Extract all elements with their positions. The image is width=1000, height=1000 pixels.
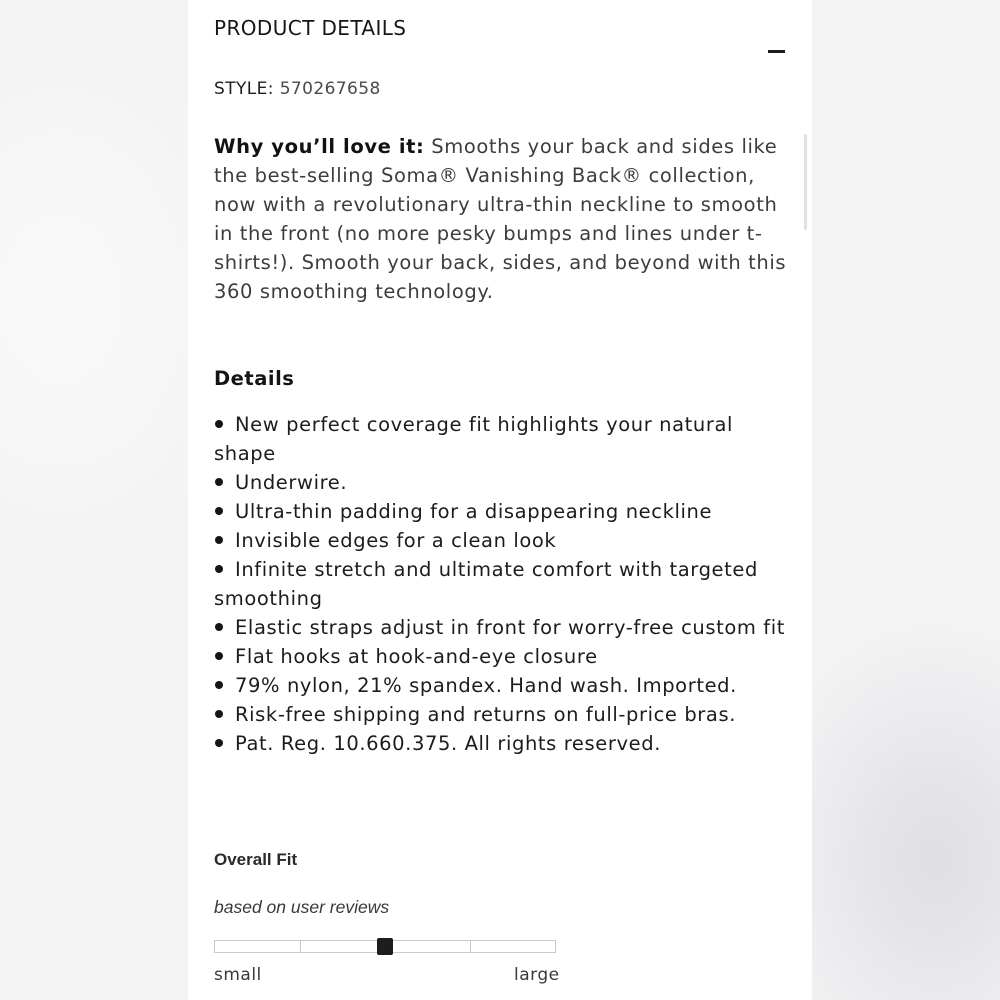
- bullet-icon: [215, 739, 223, 747]
- style-number-line: [214, 79, 381, 99]
- style-number: 570267658: [279, 79, 381, 99]
- details-heading: Details: [214, 367, 295, 390]
- details-list-item: [214, 613, 800, 642]
- details-list-item: [214, 642, 800, 671]
- details-item-text: Pat. Reg. 10.660.375. All rights reserved.: [235, 732, 661, 755]
- details-item-text: Infinite stretch and ultimate comfort with targeted smoothing: [214, 558, 758, 610]
- product-description: [214, 132, 794, 306]
- details-item-text: Ultra-thin padding for a disappearing neckline: [235, 500, 713, 523]
- bullet-icon: [215, 536, 223, 544]
- bullet-icon: [215, 710, 223, 718]
- overall-fit-subheading: based on user reviews: [214, 897, 390, 917]
- product-details-title: PRODUCT DETAILS: [214, 16, 407, 40]
- details-list-item: [214, 555, 800, 613]
- details-item-text: Risk-free shipping and returns on full-price bras.: [235, 703, 737, 726]
- fit-scale-min-label: small: [214, 965, 262, 985]
- fit-scale-marker: [377, 938, 393, 955]
- product-details-panel: [188, 0, 812, 1000]
- fit-scale: [214, 940, 556, 953]
- bullet-icon: [215, 623, 223, 631]
- details-list-item: [214, 468, 800, 497]
- details-list-item: [214, 526, 800, 555]
- bullet-icon: [215, 681, 223, 689]
- bullet-icon: [215, 507, 223, 515]
- minus-icon: [768, 50, 785, 53]
- details-list-item: [214, 700, 800, 729]
- overall-fit-heading: Overall Fit: [214, 850, 298, 869]
- collapse-button[interactable]: [766, 40, 788, 62]
- bullet-icon: [215, 652, 223, 660]
- fit-scale-divider: [300, 941, 301, 952]
- details-list-item: [214, 729, 800, 758]
- fit-scale-max-label: large: [514, 965, 560, 985]
- description-scrollbar[interactable]: [804, 134, 807, 230]
- details-item-text: New perfect coverage fit highlights your natural shape: [214, 413, 734, 465]
- details-list: [214, 410, 800, 758]
- fit-scale-divider: [470, 941, 471, 952]
- bullet-icon: [215, 565, 223, 573]
- details-list-item: [214, 497, 800, 526]
- details-item-text: Invisible edges for a clean look: [235, 529, 557, 552]
- details-item-text: Flat hooks at hook-and-eye closure: [235, 645, 598, 668]
- details-list-item: [214, 410, 800, 468]
- bullet-icon: [215, 478, 223, 486]
- why-love-it-text: Smooths your back and sides like the best-selling Soma® Vanishing Back® collection, now with a revolutionary ultra-thin neckline to smooth in the front (no more pesky bumps and lines under t-shirts!). Smooth your back, sides, and beyond with this 360 smoothing technology.: [214, 135, 787, 303]
- details-item-text: Underwire.: [235, 471, 348, 494]
- details-list-item: [214, 671, 800, 700]
- bullet-icon: [215, 420, 223, 428]
- why-love-it-label: Why you’ll love it:: [214, 135, 425, 158]
- style-label: STYLE:: [214, 79, 274, 99]
- details-item-text: Elastic straps adjust in front for worry-free custom fit: [235, 616, 786, 639]
- details-item-text: 79% nylon, 21% spandex. Hand wash. Imported.: [235, 674, 737, 697]
